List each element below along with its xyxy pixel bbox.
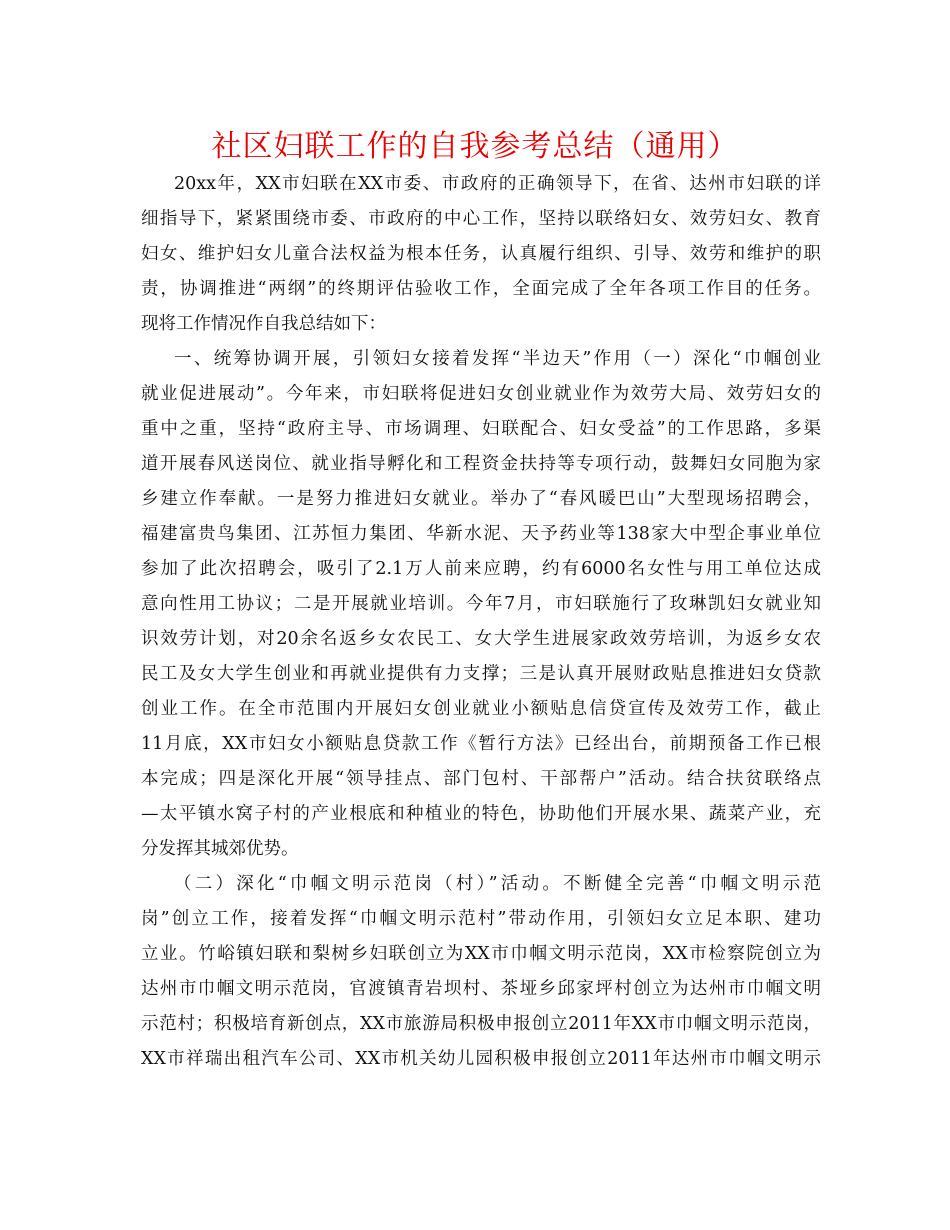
- body-text-line: 就业促进展动”。今年来，市妇联将促进妇女创业就业作为效劳大局、效劳妇女的: [141, 384, 821, 404]
- body-text-line: 重中之重，坚持“政府主导、市场调理、妇联配合、妇女受益”的工作思路，多渠: [141, 419, 821, 439]
- body-text-line: 分发挥其城郊优势。: [141, 839, 299, 859]
- body-text-line: 乡建立作奉献。一是努力推进妇女就业。举办了“春风暖巴山”大型现场招聘会，: [141, 489, 821, 509]
- body-text-line: 示范村；积极培育新创点，XX市旅游局积极申报创立2011年XX市巾帼文明示范岗，: [141, 1014, 821, 1034]
- body-text-line: 岗”创立工作，接着发挥“巾帼文明示范村”带动作用，引领妇女立足本职、建功: [141, 909, 821, 929]
- body-text-line: （二）深化“巾帼文明示范岗（村）”活动。不断健全完善“巾帼文明示范: [174, 874, 821, 894]
- body-text-line: 立业。竹峪镇妇联和梨树乡妇联创立为XX市巾帼文明示范岗，XX市检察院创立为: [141, 944, 821, 964]
- body-text-line: 本完成；四是深化开展“领导挂点、部门包村、干部帮户”活动。结合扶贫联络点: [141, 769, 821, 789]
- body-text-line: 参加了此次招聘会，吸引了2.1万人前来应聘，约有6000名女性与用工单位达成: [141, 559, 821, 579]
- body-text-line: 11月底，XX市妇女小额贴息贷款工作《暂行方法》已经出台，前期预备工作已根: [141, 734, 821, 754]
- body-text-line: 妇女、维护妇女儿童合法权益为根本任务，认真履行组织、引导、效劳和维护的职: [141, 244, 821, 264]
- body-text-line: 民工及女大学生创业和再就业提供有力支撑；三是认真开展财政贴息推进妇女贷款: [141, 664, 821, 684]
- body-text-line: —太平镇水窝子村的产业根底和种植业的特色，协助他们开展水果、蔬菜产业，充: [141, 804, 821, 824]
- body-text-line: 福建富贵鸟集团、江苏恒力集团、华新水泥、天予药业等138家大中型企事业单位: [141, 524, 821, 544]
- document-title: 社区妇联工作的自我参考总结（通用）: [211, 129, 739, 164]
- body-text-line: 创业工作。在全市范围内开展妇女创业就业小额贴息信贷宣传及效劳工作，截止: [141, 699, 821, 719]
- body-text-line: 细指导下，紧紧围绕市委、市政府的中心工作，坚持以联络妇女、效劳妇女、教育: [141, 209, 821, 229]
- body-text-line: 责，协调推进“两纲”的终期评估验收工作，全面完成了全年各项工作目的任务。: [141, 279, 821, 299]
- body-text-line: 现将工作情况作自我总结如下：: [141, 314, 386, 334]
- body-text-line: XX市祥瑞出租汽车公司、XX市机关幼儿园积极申报创立2011年达州市巾帼文明示: [141, 1049, 821, 1069]
- body-text-line: 识效劳计划，对20余名返乡女农民工、女大学生进展家政效劳培训，为返乡女农: [141, 629, 821, 649]
- body-text-line: 一、统筹协调开展，引领妇女接着发挥“半边天”作用（一）深化“巾帼创业: [174, 349, 821, 369]
- body-text-line: 达州市巾帼文明示范岗，官渡镇青岩坝村、茶垭乡邱家坪村创立为达州市巾帼文明: [141, 979, 821, 999]
- body-text-line: 20xx年，XX市妇联在XX市委、市政府的正确领导下，在省、达州市妇联的详: [174, 174, 821, 194]
- body-text-line: 道开展春风送岗位、就业指导孵化和工程资金扶持等专项行动，鼓舞妇女同胞为家: [141, 454, 821, 474]
- body-text-line: 意向性用工协议；二是开展就业培训。今年7月，市妇联施行了玫琳凯妇女就业知: [141, 594, 821, 614]
